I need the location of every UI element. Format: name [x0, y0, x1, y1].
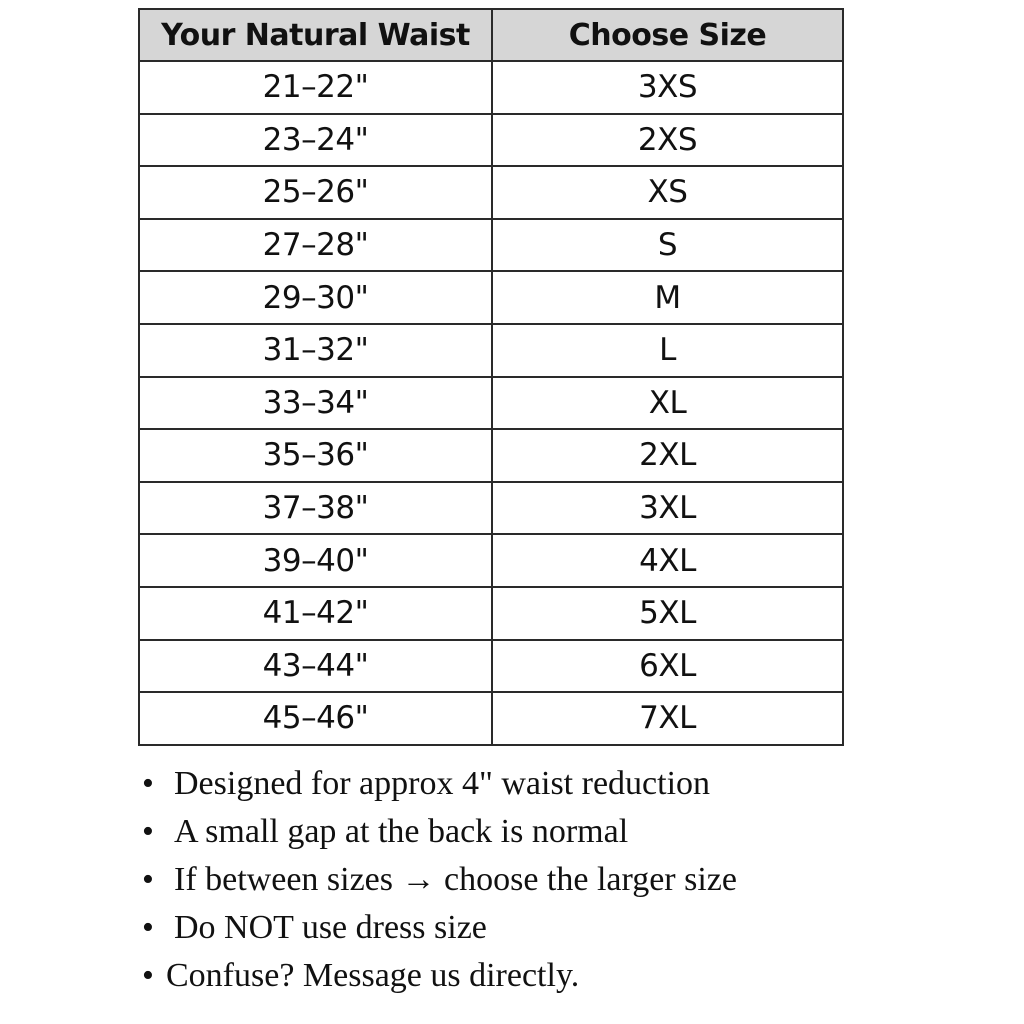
table-header-row [139, 9, 843, 61]
list-item [138, 904, 737, 952]
waist-cell: 31–32" [139, 324, 492, 377]
table-row [139, 640, 843, 693]
note-text: A small gap at the back is normal [174, 813, 629, 850]
size-cell: 4XL [492, 534, 843, 587]
note-text: If between sizes → choose the larger size [174, 861, 737, 898]
size-cell: S [492, 219, 843, 272]
table-row [139, 377, 843, 430]
table-row [139, 534, 843, 587]
list-item [138, 856, 737, 904]
size-cell: 7XL [492, 692, 843, 745]
header-choose-size: Choose Size [492, 9, 843, 61]
waist-cell: 29–30" [139, 271, 492, 324]
size-cell: 2XS [492, 114, 843, 167]
bullet-icon: • [142, 765, 154, 802]
list-item [138, 808, 737, 856]
waist-cell: 27–28" [139, 219, 492, 272]
note-text: Do NOT use dress size [174, 909, 487, 946]
waist-cell: 41–42" [139, 587, 492, 640]
table-row [139, 482, 843, 535]
table-row [139, 271, 843, 324]
table-row [139, 587, 843, 640]
waist-cell: 43–44" [139, 640, 492, 693]
size-cell: 5XL [492, 587, 843, 640]
waist-cell: 33–34" [139, 377, 492, 430]
size-cell: 2XL [492, 429, 843, 482]
table-row [139, 219, 843, 272]
list-item [138, 952, 737, 1000]
size-cell: 3XL [492, 482, 843, 535]
waist-cell: 21–22" [139, 61, 492, 114]
waist-cell: 37–38" [139, 482, 492, 535]
header-natural-waist: Your Natural Waist [139, 9, 492, 61]
size-cell: XL [492, 377, 843, 430]
waist-cell: 45–46" [139, 692, 492, 745]
bullet-icon: • [142, 909, 154, 946]
size-cell: XS [492, 166, 843, 219]
size-cell: M [492, 271, 843, 324]
size-cell: 6XL [492, 640, 843, 693]
size-cell: 3XS [492, 61, 843, 114]
bullet-icon: • [142, 813, 154, 850]
table-row [139, 166, 843, 219]
note-text: Designed for approx 4" waist reduction [174, 765, 711, 802]
table-row [139, 61, 843, 114]
waist-cell: 25–26" [139, 166, 492, 219]
bullet-icon: • [142, 957, 154, 994]
size-cell: L [492, 324, 843, 377]
table-row [139, 114, 843, 167]
waist-cell: 23–24" [139, 114, 492, 167]
waist-cell: 35–36" [139, 429, 492, 482]
size-chart-table [138, 8, 844, 746]
table-row [139, 692, 843, 745]
table-row [139, 429, 843, 482]
bullet-icon: • [142, 861, 154, 898]
table-row [139, 324, 843, 377]
sizing-notes-list [138, 760, 737, 1000]
list-item [138, 760, 737, 808]
note-text: Confuse? Message us directly. [166, 957, 580, 994]
waist-cell: 39–40" [139, 534, 492, 587]
